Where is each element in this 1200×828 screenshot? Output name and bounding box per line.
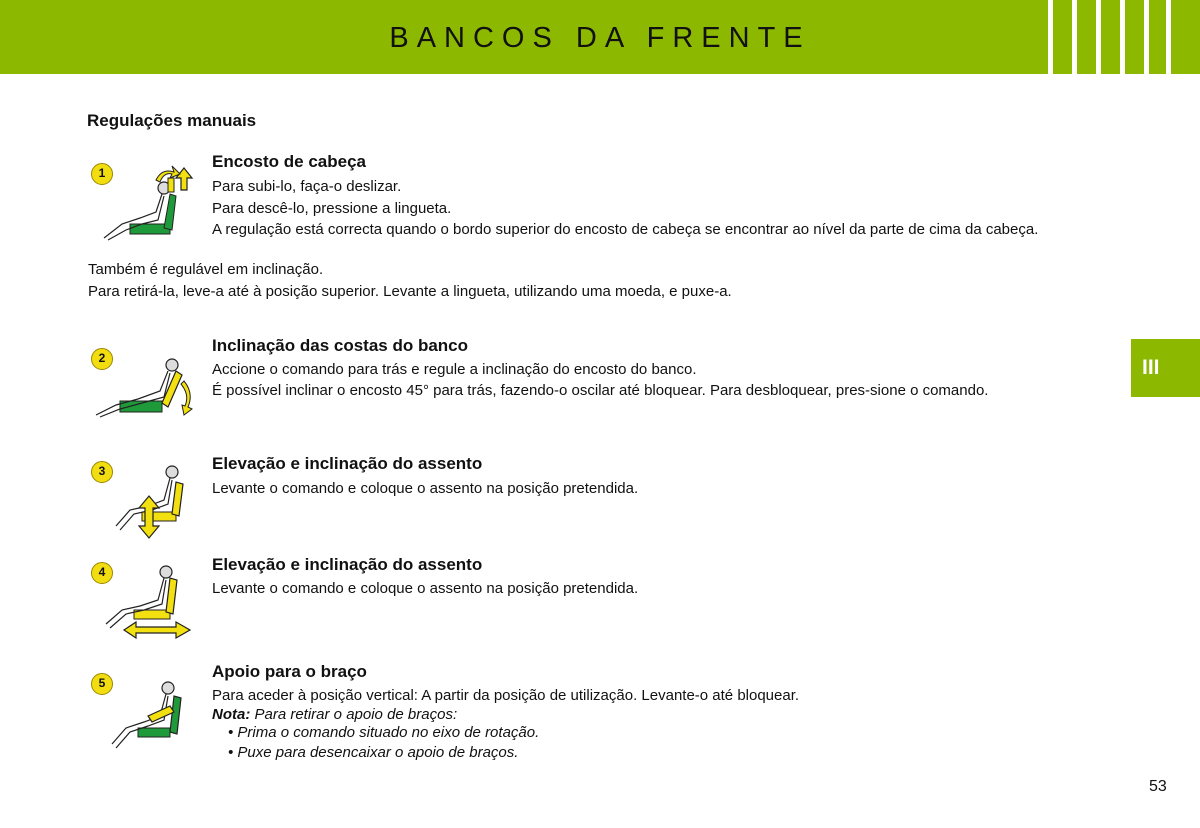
step-badge-5: 5 <box>91 673 113 695</box>
section-title: Regulações manuais <box>87 111 257 130</box>
header-banner <box>0 0 1200 74</box>
step-badge-3: 3 <box>91 461 113 483</box>
chapter-label: III <box>1142 356 1160 379</box>
item-4-heading: Elevação e inclinação do assento <box>212 555 483 574</box>
note-text: Para retirar o apoio de braços: <box>250 706 458 723</box>
item-1-extra-1: Também é regulável em inclinação. <box>88 261 324 278</box>
item-5-bullet-2: • Puxe para desencaixar o apoio de braços. <box>228 744 519 761</box>
item-1-line-3: A regulação está correcta quando o bordo superior do encosto de cabeça se encontrar ao nível da parte de cima da cabeça. <box>212 221 1039 238</box>
item-2-line-2: É possível inclinar o encosto 45° para trás, fazendo-o oscilar até bloquear. Para desbloquear, pres-sione o comando. <box>212 382 989 399</box>
headrest-adjust-icon <box>100 160 196 244</box>
item-2-heading: Inclinação das costas do banco <box>212 336 469 355</box>
item-1-line-1: Para subi-lo, faça-o deslizar. <box>212 178 402 195</box>
item-3-line-1: Levante o comando e coloque o assento na posição pretendida. <box>212 480 639 497</box>
item-3-heading: Elevação e inclinação do assento <box>212 454 483 473</box>
item-1-line-2: Para descê-lo, pressione a lingueta. <box>212 200 452 217</box>
armrest-icon <box>108 676 198 752</box>
step-badge-2: 2 <box>91 348 113 370</box>
header-stripes <box>1048 0 1200 74</box>
item-5-note <box>212 705 457 724</box>
note-label: Nota: <box>212 706 251 723</box>
item-5-bullet-1: • Prima o comando situado no eixo de rotação. <box>228 724 540 741</box>
seat-height-icon <box>112 460 196 544</box>
chapter-tab <box>1131 339 1200 397</box>
item-1-heading: Encosto de cabeça <box>212 152 367 171</box>
page-title: BANCOS DA FRENTE <box>389 22 811 54</box>
item-5-line-1: Para aceder à posição vertical: A partir da posição de utilização. Levante-o até bloquear. <box>212 687 800 704</box>
step-badge-4: 4 <box>91 562 113 584</box>
page-number: 53 <box>1149 778 1167 795</box>
item-4-line-1: Levante o comando e coloque o assento na posição pretendida. <box>212 580 639 597</box>
step-badge-1: 1 <box>91 163 113 185</box>
item-1-extra-2: Para retirá-la, leve-a até à posição superior. Levante a lingueta, utilizando uma moeda, e puxe-a. <box>88 283 732 300</box>
item-5-heading: Apoio para o braço <box>212 662 367 681</box>
item-2-line-1: Accione o comando para trás e regule a inclinação do encosto do banco. <box>212 361 697 378</box>
backrest-recline-icon <box>92 355 202 421</box>
seat-slide-icon <box>102 562 196 642</box>
